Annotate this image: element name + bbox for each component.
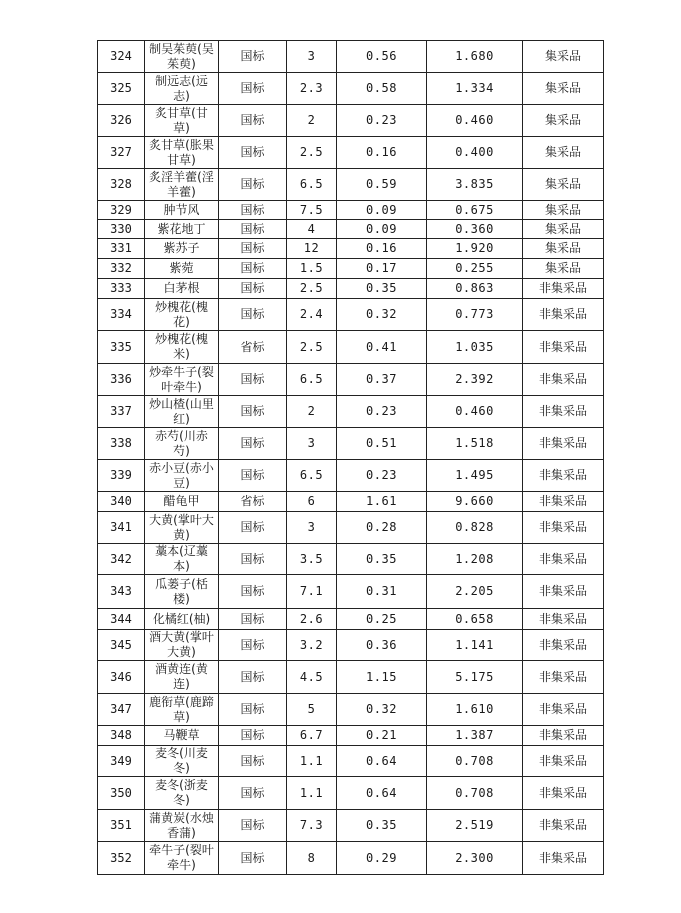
dosage: 1.1 <box>287 746 337 777</box>
procurement-category: 非集采品 <box>523 842 604 875</box>
row-number: 327 <box>98 137 145 169</box>
table-row <box>98 661 604 694</box>
procurement-category: 非集采品 <box>523 460 604 492</box>
unit-price: 0.56 <box>337 41 427 73</box>
unit-price: 0.32 <box>337 299 427 331</box>
table-row <box>98 364 604 396</box>
table-row <box>98 544 604 575</box>
herb-name: 马鞭草 <box>145 726 219 746</box>
dosage: 1.1 <box>287 777 337 810</box>
unit-price: 0.16 <box>337 239 427 259</box>
row-number: 343 <box>98 575 145 609</box>
unit-price: 0.23 <box>337 396 427 428</box>
dosage: 2.4 <box>287 299 337 331</box>
row-number: 344 <box>98 609 145 630</box>
dosage: 12 <box>287 239 337 259</box>
table-row <box>98 73 604 105</box>
table-row <box>98 777 604 810</box>
standard: 国标 <box>219 239 287 259</box>
table-row <box>98 492 604 512</box>
row-number: 332 <box>98 259 145 279</box>
unit-price: 0.35 <box>337 810 427 842</box>
table-row <box>98 512 604 544</box>
standard: 国标 <box>219 630 287 661</box>
procurement-category: 集采品 <box>523 41 604 73</box>
dosage: 2.5 <box>287 331 337 364</box>
dosage: 6.5 <box>287 460 337 492</box>
unit-price: 0.37 <box>337 364 427 396</box>
herb-name: 炙甘草(甘草) <box>145 105 219 137</box>
herb-name: 酒黄连(黄连) <box>145 661 219 694</box>
dosage: 3.2 <box>287 630 337 661</box>
procurement-category: 集采品 <box>523 239 604 259</box>
amount: 1.920 <box>427 239 523 259</box>
procurement-category: 非集采品 <box>523 428 604 460</box>
unit-price: 0.23 <box>337 460 427 492</box>
row-number: 337 <box>98 396 145 428</box>
herb-name: 紫菀 <box>145 259 219 279</box>
row-number: 348 <box>98 726 145 746</box>
procurement-category: 集采品 <box>523 201 604 220</box>
amount: 1.680 <box>427 41 523 73</box>
unit-price: 0.35 <box>337 544 427 575</box>
standard: 省标 <box>219 331 287 364</box>
unit-price: 0.31 <box>337 575 427 609</box>
standard: 国标 <box>219 428 287 460</box>
herb-name: 紫花地丁 <box>145 220 219 239</box>
unit-price: 0.21 <box>337 726 427 746</box>
table-row <box>98 630 604 661</box>
unit-price: 0.58 <box>337 73 427 105</box>
standard: 国标 <box>219 544 287 575</box>
procurement-category: 集采品 <box>523 105 604 137</box>
table-row <box>98 609 604 630</box>
procurement-category: 非集采品 <box>523 512 604 544</box>
procurement-category: 集采品 <box>523 220 604 239</box>
row-number: 347 <box>98 694 145 726</box>
table-row <box>98 105 604 137</box>
unit-price: 0.23 <box>337 105 427 137</box>
row-number: 339 <box>98 460 145 492</box>
procurement-category: 非集采品 <box>523 777 604 810</box>
standard: 国标 <box>219 810 287 842</box>
unit-price: 0.51 <box>337 428 427 460</box>
amount: 0.828 <box>427 512 523 544</box>
table-row <box>98 279 604 299</box>
unit-price: 1.61 <box>337 492 427 512</box>
amount: 1.035 <box>427 331 523 364</box>
amount: 5.175 <box>427 661 523 694</box>
unit-price: 0.35 <box>337 279 427 299</box>
procurement-category: 非集采品 <box>523 331 604 364</box>
table-row <box>98 810 604 842</box>
standard: 国标 <box>219 201 287 220</box>
table-row <box>98 694 604 726</box>
standard: 国标 <box>219 259 287 279</box>
dosage: 3 <box>287 512 337 544</box>
procurement-category: 非集采品 <box>523 746 604 777</box>
row-number: 346 <box>98 661 145 694</box>
row-number: 341 <box>98 512 145 544</box>
procurement-category: 非集采品 <box>523 810 604 842</box>
dosage: 8 <box>287 842 337 875</box>
herb-name: 炒山楂(山里红) <box>145 396 219 428</box>
amount: 2.392 <box>427 364 523 396</box>
dosage: 2 <box>287 105 337 137</box>
amount: 0.460 <box>427 105 523 137</box>
row-number: 324 <box>98 41 145 73</box>
standard: 国标 <box>219 661 287 694</box>
row-number: 331 <box>98 239 145 259</box>
herb-name: 酒大黄(掌叶大黄) <box>145 630 219 661</box>
unit-price: 0.09 <box>337 220 427 239</box>
table-row <box>98 41 604 73</box>
unit-price: 0.25 <box>337 609 427 630</box>
amount: 2.205 <box>427 575 523 609</box>
herb-price-table <box>97 40 604 875</box>
herb-name: 赤小豆(赤小豆) <box>145 460 219 492</box>
table-row <box>98 428 604 460</box>
amount: 0.863 <box>427 279 523 299</box>
row-number: 325 <box>98 73 145 105</box>
dosage: 5 <box>287 694 337 726</box>
procurement-category: 非集采品 <box>523 694 604 726</box>
table-row <box>98 746 604 777</box>
herb-name: 制吴茱萸(吴茱萸) <box>145 41 219 73</box>
row-number: 326 <box>98 105 145 137</box>
unit-price: 0.17 <box>337 259 427 279</box>
amount: 0.255 <box>427 259 523 279</box>
standard: 国标 <box>219 694 287 726</box>
amount: 1.610 <box>427 694 523 726</box>
row-number: 336 <box>98 364 145 396</box>
herb-name: 制远志(远志) <box>145 73 219 105</box>
procurement-category: 非集采品 <box>523 575 604 609</box>
unit-price: 0.36 <box>337 630 427 661</box>
row-number: 342 <box>98 544 145 575</box>
herb-name: 大黄(掌叶大黄) <box>145 512 219 544</box>
unit-price: 0.16 <box>337 137 427 169</box>
table-row <box>98 137 604 169</box>
standard: 国标 <box>219 746 287 777</box>
herb-name: 紫苏子 <box>145 239 219 259</box>
dosage: 3 <box>287 41 337 73</box>
table-row <box>98 396 604 428</box>
amount: 1.387 <box>427 726 523 746</box>
standard: 国标 <box>219 842 287 875</box>
herb-name: 麦冬(川麦冬) <box>145 746 219 777</box>
dosage: 2.3 <box>287 73 337 105</box>
standard: 国标 <box>219 777 287 810</box>
dosage: 6.7 <box>287 726 337 746</box>
standard: 国标 <box>219 460 287 492</box>
standard: 国标 <box>219 105 287 137</box>
herb-name: 牵牛子(裂叶牵牛) <box>145 842 219 875</box>
row-number: 333 <box>98 279 145 299</box>
dosage: 2.5 <box>287 137 337 169</box>
procurement-category: 非集采品 <box>523 661 604 694</box>
procurement-category: 非集采品 <box>523 609 604 630</box>
procurement-category: 集采品 <box>523 137 604 169</box>
row-number: 350 <box>98 777 145 810</box>
herb-name: 化橘红(柚) <box>145 609 219 630</box>
dosage: 6.5 <box>287 169 337 201</box>
herb-name: 蒲黄炭(水烛香蒲) <box>145 810 219 842</box>
amount: 2.300 <box>427 842 523 875</box>
table-body <box>98 41 604 875</box>
procurement-category: 非集采品 <box>523 279 604 299</box>
standard: 国标 <box>219 41 287 73</box>
amount: 2.519 <box>427 810 523 842</box>
table-row <box>98 575 604 609</box>
herb-name: 炒槐花(槐花) <box>145 299 219 331</box>
table-row <box>98 169 604 201</box>
unit-price: 0.28 <box>337 512 427 544</box>
table-row <box>98 842 604 875</box>
standard: 国标 <box>219 512 287 544</box>
table-row <box>98 259 604 279</box>
table-row <box>98 239 604 259</box>
procurement-category: 集采品 <box>523 73 604 105</box>
procurement-category: 非集采品 <box>523 364 604 396</box>
procurement-category: 非集采品 <box>523 630 604 661</box>
herb-name: 肿节风 <box>145 201 219 220</box>
dosage: 2.5 <box>287 279 337 299</box>
procurement-category: 非集采品 <box>523 492 604 512</box>
amount: 0.708 <box>427 777 523 810</box>
herb-name: 麦冬(浙麦冬) <box>145 777 219 810</box>
unit-price: 0.29 <box>337 842 427 875</box>
unit-price: 0.09 <box>337 201 427 220</box>
unit-price: 0.64 <box>337 746 427 777</box>
amount: 1.208 <box>427 544 523 575</box>
herb-name: 藁本(辽藁本) <box>145 544 219 575</box>
procurement-category: 非集采品 <box>523 299 604 331</box>
row-number: 338 <box>98 428 145 460</box>
standard: 国标 <box>219 364 287 396</box>
amount: 0.400 <box>427 137 523 169</box>
dosage: 1.5 <box>287 259 337 279</box>
amount: 0.708 <box>427 746 523 777</box>
row-number: 330 <box>98 220 145 239</box>
amount: 1.495 <box>427 460 523 492</box>
dosage: 7.3 <box>287 810 337 842</box>
unit-price: 0.32 <box>337 694 427 726</box>
dosage: 3.5 <box>287 544 337 575</box>
amount: 0.658 <box>427 609 523 630</box>
standard: 国标 <box>219 396 287 428</box>
dosage: 4.5 <box>287 661 337 694</box>
row-number: 340 <box>98 492 145 512</box>
row-number: 329 <box>98 201 145 220</box>
dosage: 6 <box>287 492 337 512</box>
procurement-category: 集采品 <box>523 259 604 279</box>
table-row <box>98 726 604 746</box>
dosage: 3 <box>287 428 337 460</box>
standard: 国标 <box>219 220 287 239</box>
amount: 0.773 <box>427 299 523 331</box>
amount: 1.334 <box>427 73 523 105</box>
standard: 国标 <box>219 575 287 609</box>
standard: 国标 <box>219 726 287 746</box>
dosage: 2 <box>287 396 337 428</box>
herb-name: 醋龟甲 <box>145 492 219 512</box>
herb-name: 瓜蒌子(栝楼) <box>145 575 219 609</box>
dosage: 7.1 <box>287 575 337 609</box>
table-row <box>98 331 604 364</box>
dosage: 6.5 <box>287 364 337 396</box>
procurement-category: 非集采品 <box>523 726 604 746</box>
table-row <box>98 460 604 492</box>
row-number: 352 <box>98 842 145 875</box>
unit-price: 0.59 <box>337 169 427 201</box>
amount: 0.460 <box>427 396 523 428</box>
unit-price: 0.41 <box>337 331 427 364</box>
standard: 国标 <box>219 73 287 105</box>
amount: 9.660 <box>427 492 523 512</box>
amount: 1.518 <box>427 428 523 460</box>
dosage: 2.6 <box>287 609 337 630</box>
standard: 国标 <box>219 137 287 169</box>
row-number: 335 <box>98 331 145 364</box>
standard: 国标 <box>219 279 287 299</box>
unit-price: 1.15 <box>337 661 427 694</box>
standard: 国标 <box>219 299 287 331</box>
herb-name: 白茅根 <box>145 279 219 299</box>
amount: 1.141 <box>427 630 523 661</box>
herb-name: 鹿衔草(鹿蹄草) <box>145 694 219 726</box>
row-number: 334 <box>98 299 145 331</box>
table-row <box>98 220 604 239</box>
amount: 3.835 <box>427 169 523 201</box>
table-row <box>98 201 604 220</box>
dosage: 4 <box>287 220 337 239</box>
herb-name: 炙甘草(胀果甘草) <box>145 137 219 169</box>
amount: 0.360 <box>427 220 523 239</box>
standard: 省标 <box>219 492 287 512</box>
row-number: 349 <box>98 746 145 777</box>
herb-name: 炒槐花(槐米) <box>145 331 219 364</box>
amount: 0.675 <box>427 201 523 220</box>
dosage: 7.5 <box>287 201 337 220</box>
unit-price: 0.64 <box>337 777 427 810</box>
standard: 国标 <box>219 169 287 201</box>
herb-name: 炒牵牛子(裂叶牵牛) <box>145 364 219 396</box>
row-number: 328 <box>98 169 145 201</box>
procurement-category: 非集采品 <box>523 396 604 428</box>
row-number: 351 <box>98 810 145 842</box>
row-number: 345 <box>98 630 145 661</box>
herb-name: 赤芍(川赤芍) <box>145 428 219 460</box>
herb-name: 炙淫羊藿(淫羊藿) <box>145 169 219 201</box>
table-row <box>98 299 604 331</box>
procurement-category: 非集采品 <box>523 544 604 575</box>
standard: 国标 <box>219 609 287 630</box>
procurement-category: 集采品 <box>523 169 604 201</box>
